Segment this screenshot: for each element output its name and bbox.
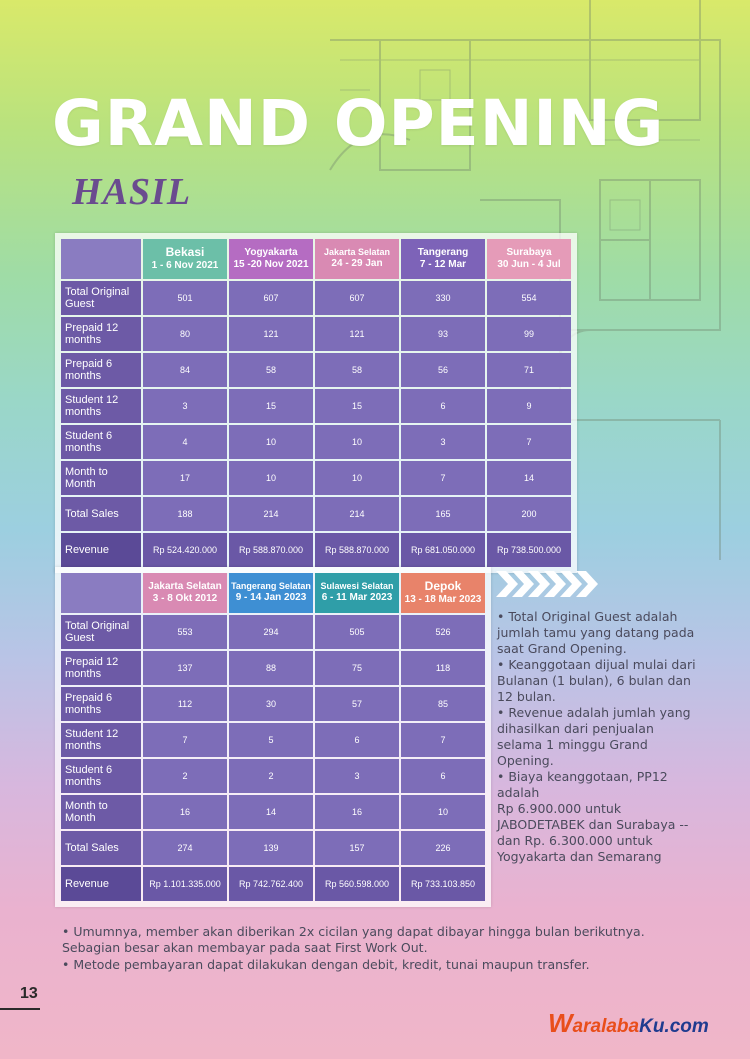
table-cell: 3 [315,759,399,793]
table-cell: Rp 733.103.850 [401,867,485,901]
table-row [61,759,485,793]
table-cell: 501 [143,281,227,315]
column-dates: 3 - 8 Okt 2012 [152,593,218,604]
table-row [61,723,485,757]
table-cell: Rp 560.598.000 [315,867,399,901]
table-cell: 15 [229,389,313,423]
table-cell: Rp 524.420.000 [143,533,227,567]
column-location: Bekasi [165,245,205,260]
column-header-tangerang [401,239,485,279]
table-cell: 17 [143,461,227,495]
brand-logo [548,1008,709,1039]
table-cell: 165 [401,497,485,531]
table-cell: 6 [315,723,399,757]
row-label: Total Original Guest [61,615,141,649]
column-header-tangerang-selatan [229,573,313,613]
table-cell: 16 [143,795,227,829]
table-cell: 7 [401,723,485,757]
note-item: • Biaya keanggotaan, PP12 adalah [497,769,668,800]
column-dates: 7 - 12 Mar [419,259,467,270]
brand-logo-part2: Ku.com [639,1016,709,1037]
table-cell: 200 [487,497,571,531]
table-cell: 121 [229,317,313,351]
table-cell: 137 [143,651,227,685]
column-dates: 1 - 6 Nov 2021 [151,260,219,272]
table-row-revenue [61,867,485,901]
brand-logo-part1: aralaba [572,1016,640,1037]
table-cell: 99 [487,317,571,351]
brand-logo-initial: W [548,1008,573,1038]
row-label: Month to Month [61,795,141,829]
table-cell: 121 [315,317,399,351]
table-cell: 10 [315,461,399,495]
table-cell: 330 [401,281,485,315]
table-cell: 226 [401,831,485,865]
note-item: Rp 6.900.000 untuk JABODETABEK dan Surabaya -- dan Rp. 6.300.000 untuk Yogyakarta dan Semarang [497,801,689,864]
column-location: Tangerang [417,246,469,258]
table-cell: 7 [487,425,571,459]
table-cell: 118 [401,651,485,685]
table-cell: 157 [315,831,399,865]
table-corner [61,573,141,613]
table-row [61,831,485,865]
column-location: Surabaya [506,246,552,258]
table-row [61,353,571,387]
table-cell: 6 [401,389,485,423]
note-item: • Metode pembayaran dapat dilakukan dengan debit, kredit, tunai maupun transfer. [62,956,590,972]
row-label: Revenue [61,533,141,567]
table-cell: 88 [229,651,313,685]
row-label: Student 6 months [61,425,141,459]
table-row-revenue [61,533,571,567]
note-item: • Revenue adalah jumlah yang dihasilkan dari penjualan selama 1 minggu Grand Opening. [497,705,691,768]
row-label: Total Original Guest [61,281,141,315]
table-cell: 10 [229,425,313,459]
row-label: Total Sales [61,497,141,531]
table-cell: 274 [143,831,227,865]
table-cell: Rp 742.762.400 [229,867,313,901]
table-cell: 214 [315,497,399,531]
table-corner [61,239,141,279]
row-label: Prepaid 12 months [61,317,141,351]
table-cell: 7 [143,723,227,757]
results-table-2 [59,571,487,903]
table-cell: 71 [487,353,571,387]
table-cell: 80 [143,317,227,351]
table-cell: 2 [143,759,227,793]
results-table-1-frame [55,233,577,573]
table-cell: Rp 1.101.335.000 [143,867,227,901]
table-cell: Rp 681.050.000 [401,533,485,567]
table-cell: 14 [487,461,571,495]
table-cell: 56 [401,353,485,387]
table-cell: 554 [487,281,571,315]
table-cell: 6 [401,759,485,793]
column-header-jakarta-selatan [143,573,227,613]
page-title: GRAND OPENING [52,87,665,160]
column-header-surabaya [487,239,571,279]
column-header-depok [401,573,485,613]
note-item: • Keanggotaan dijual mulai dari Bulanan (1 bulan), 6 bulan dan 12 bulan. [497,657,696,704]
table-row [61,687,485,721]
column-location: Jakarta Selatan [148,580,222,592]
table-row [61,317,571,351]
table-cell: 30 [229,687,313,721]
column-location: Yogyakarta [244,246,298,258]
table-row [61,461,571,495]
table-cell: 3 [401,425,485,459]
table-row [61,425,571,459]
column-dates: 24 - 29 Jan [331,258,383,270]
column-location: Tangerang Selatan [231,581,311,592]
row-label: Total Sales [61,831,141,865]
column-location: Depok [424,579,462,594]
table-cell: 14 [229,795,313,829]
table-row [61,651,485,685]
table-cell: 15 [315,389,399,423]
column-header-yogyakarta [229,239,313,279]
table-cell: Rp 588.870.000 [229,533,313,567]
notes-right [497,609,697,865]
table-cell: 7 [401,461,485,495]
table-row [61,497,571,531]
row-label: Student 12 months [61,723,141,757]
table-cell: Rp 738.500.000 [487,533,571,567]
column-dates: 9 - 14 Jan 2023 [235,592,307,604]
table-cell: 9 [487,389,571,423]
row-label: Student 6 months [61,759,141,793]
table-cell: 526 [401,615,485,649]
results-table-1 [59,237,573,569]
table-cell: 5 [229,723,313,757]
row-label: Prepaid 6 months [61,687,141,721]
table-cell: 188 [143,497,227,531]
row-label: Student 12 months [61,389,141,423]
column-dates: 6 - 11 Mar 2023 [321,592,393,604]
page-subtitle: HASIL [72,171,192,213]
table-cell: Rp 588.870.000 [315,533,399,567]
table-cell: 10 [229,461,313,495]
row-label: Prepaid 6 months [61,353,141,387]
table-cell: 2 [229,759,313,793]
table-row [61,281,571,315]
table-row [61,615,485,649]
column-dates: 30 Jun - 4 Jul [497,259,561,270]
table-cell: 3 [143,389,227,423]
column-header-jakarta-selatan [315,239,399,279]
results-table-2-frame [55,567,491,907]
table-cell: 505 [315,615,399,649]
table-cell: 294 [229,615,313,649]
column-location: Sulawesi Selatan [320,581,394,592]
table-row [61,795,485,829]
column-location: Jakarta Selatan [323,247,391,258]
row-label: Prepaid 12 months [61,651,141,685]
page-number-underline [0,1008,40,1010]
table-cell: 10 [315,425,399,459]
table-cell: 607 [315,281,399,315]
table-cell: 553 [143,615,227,649]
table-cell: 16 [315,795,399,829]
column-header-bekasi [143,239,227,279]
notes-bottom [62,924,702,973]
column-header-sulawesi-selatan [315,573,399,613]
table-cell: 57 [315,687,399,721]
table-row [61,389,571,423]
table-cell: 85 [401,687,485,721]
table-cell: 84 [143,353,227,387]
table-cell: 75 [315,651,399,685]
column-dates: 15 -20 Nov 2021 [233,259,309,270]
table-cell: 112 [143,687,227,721]
page-number: 13 [20,985,38,1002]
table-cell: 93 [401,317,485,351]
chevron-arrows-icon [496,567,600,601]
note-item: • Umumnya, member akan diberikan 2x cicilan yang dapat dibayar hingga bulan berikutnya. Sebagian besar akan membayar pada saat First Work Out. [62,924,645,956]
row-label: Month to Month [61,461,141,495]
table-cell: 58 [229,353,313,387]
table-cell: 607 [229,281,313,315]
column-dates: 13 - 18 Mar 2023 [404,594,482,606]
table-cell: 139 [229,831,313,865]
table-cell: 4 [143,425,227,459]
row-label: Revenue [61,867,141,901]
table-cell: 214 [229,497,313,531]
table-cell: 10 [401,795,485,829]
note-item: • Total Original Guest adalah jumlah tamu yang datang pada saat Grand Opening. [497,609,695,656]
table-cell: 58 [315,353,399,387]
